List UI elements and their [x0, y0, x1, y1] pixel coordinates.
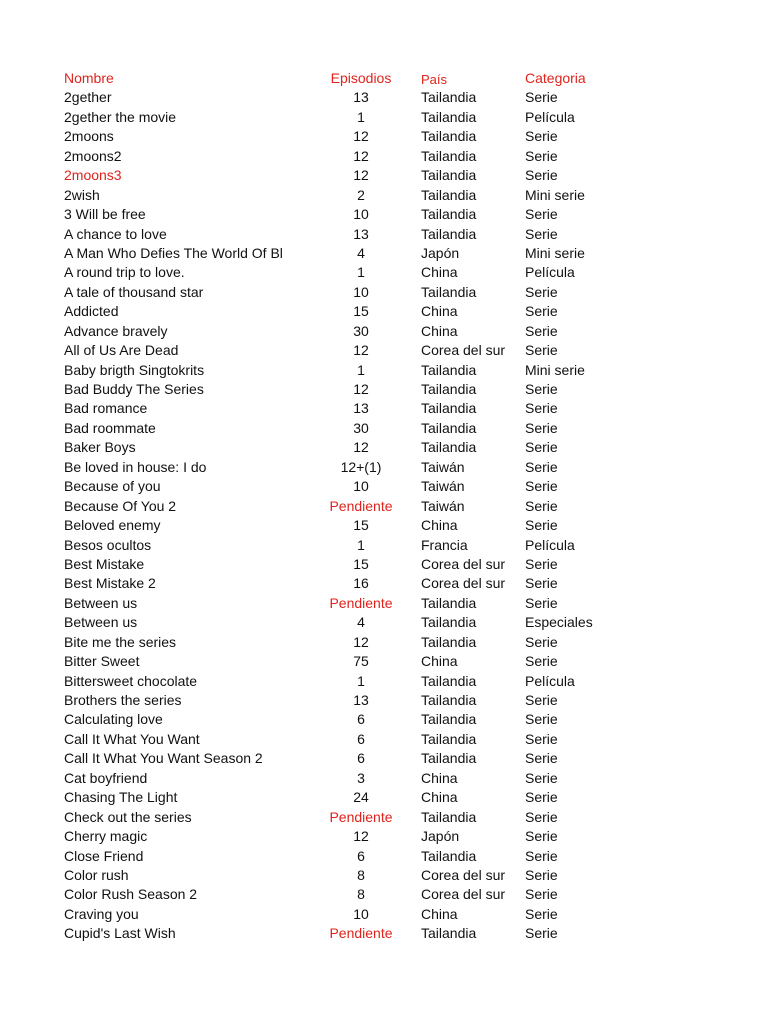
cell-nombre[interactable]: Addicted	[64, 303, 119, 320]
cell-pais[interactable]: Corea del sur	[421, 886, 506, 903]
cell-nombre[interactable]: Be loved in house: I do	[64, 458, 207, 475]
cell-nombre[interactable]: 2moons3	[64, 167, 122, 184]
cell-episodios[interactable]: 12	[353, 633, 369, 650]
cell-categoria[interactable]: Serie	[525, 206, 558, 223]
table-row	[64, 263, 724, 282]
cell-nombre[interactable]: Check out the series	[64, 808, 192, 825]
cell-categoria[interactable]: Serie	[525, 925, 558, 942]
cell-pais[interactable]: Tailandia	[421, 439, 477, 456]
cell-pais[interactable]: China	[421, 769, 458, 786]
table-row	[64, 691, 724, 710]
cell-pais[interactable]: Taiwán	[421, 497, 465, 514]
cell-nombre[interactable]: Because of you	[64, 478, 161, 495]
cell-pais[interactable]: Tailandia	[421, 186, 477, 203]
cell-nombre[interactable]: Best Mistake 2	[64, 575, 156, 592]
cell-pais[interactable]: China	[421, 322, 458, 339]
cell-episodios[interactable]: 12	[353, 439, 369, 456]
cell-nombre[interactable]: Calculating love	[64, 711, 163, 728]
cell-categoria[interactable]: Serie	[525, 711, 558, 728]
table-row	[64, 380, 724, 399]
cell-nombre[interactable]: Baby brigth Singtokrits	[64, 361, 205, 378]
cell-pais[interactable]: China	[421, 303, 458, 320]
table-row	[64, 555, 724, 574]
cell-episodios[interactable]: 10	[353, 283, 369, 300]
cell-pais[interactable]: Francia	[421, 536, 468, 553]
cell-episodios[interactable]: 4	[357, 244, 365, 261]
cell-nombre[interactable]: A Man Who Defies The World Of Bl	[64, 244, 283, 261]
cell-pais[interactable]: Corea del sur	[421, 866, 506, 883]
cell-categoria[interactable]: Mini serie	[525, 244, 585, 261]
cell-pais[interactable]: Corea del sur	[421, 575, 506, 592]
cell-pais[interactable]: China	[421, 653, 458, 670]
cell-pais[interactable]: Tailandia	[421, 925, 477, 942]
table-row	[64, 147, 724, 166]
cell-pais[interactable]: Tailandia	[421, 147, 477, 164]
cell-episodios[interactable]: 8	[357, 866, 365, 883]
cell-pais[interactable]: Tailandia	[421, 89, 477, 106]
cell-categoria[interactable]: Serie	[525, 886, 558, 903]
table-row	[64, 166, 724, 185]
cell-pais[interactable]: Tailandia	[421, 750, 477, 767]
cell-pais[interactable]: China	[421, 789, 458, 806]
cell-categoria[interactable]: Serie	[525, 575, 558, 592]
cell-nombre[interactable]: Bittersweet chocolate	[64, 672, 198, 689]
cell-categoria[interactable]: Película	[525, 108, 575, 125]
cell-episodios[interactable]: 15	[353, 517, 369, 534]
cell-nombre[interactable]: Because Of You 2	[64, 497, 177, 514]
cell-pais[interactable]: China	[421, 905, 458, 922]
cell-episodios[interactable]: 1	[357, 361, 365, 378]
cell-categoria[interactable]: Serie	[525, 458, 558, 475]
cell-episodios[interactable]: 8	[357, 886, 365, 903]
cell-episodios[interactable]: Pendiente	[329, 925, 393, 942]
cell-episodios[interactable]: 12	[353, 167, 369, 184]
cell-episodios[interactable]: 2	[357, 186, 365, 203]
header-categoria[interactable]: Categoria	[525, 70, 586, 86]
cell-categoria[interactable]: Serie	[525, 167, 558, 184]
table-row	[64, 613, 724, 632]
cell-episodios[interactable]: Pendiente	[329, 594, 393, 611]
cell-nombre[interactable]: Best Mistake	[64, 555, 145, 572]
cell-nombre[interactable]: Bitter Sweet	[64, 653, 140, 670]
header-nombre[interactable]: Nombre	[64, 70, 114, 86]
cell-nombre[interactable]: Bad romance	[64, 400, 148, 417]
cell-episodios[interactable]: 6	[357, 847, 365, 864]
table-row	[64, 497, 724, 516]
cell-nombre[interactable]: Bite me the series	[64, 633, 177, 650]
cell-episodios[interactable]: 13	[353, 89, 369, 106]
cell-categoria[interactable]: Serie	[525, 439, 558, 456]
table-row	[64, 749, 724, 768]
cell-nombre[interactable]: 2gether	[64, 89, 112, 106]
cell-episodios[interactable]: 12	[353, 828, 369, 845]
table-row	[64, 127, 724, 146]
cell-nombre[interactable]: 2moons	[64, 128, 114, 145]
cell-categoria[interactable]: Serie	[525, 400, 558, 417]
cell-pais[interactable]: Tailandia	[421, 419, 477, 436]
table-row	[64, 186, 724, 205]
table-row	[64, 283, 724, 302]
cell-episodios[interactable]: 3	[357, 769, 365, 786]
cell-nombre[interactable]: Beloved enemy	[64, 517, 161, 534]
cell-nombre[interactable]: Color Rush Season 2	[64, 886, 198, 903]
cell-episodios[interactable]: 6	[357, 750, 365, 767]
cell-categoria[interactable]: Serie	[525, 555, 558, 572]
cell-categoria[interactable]: Serie	[525, 478, 558, 495]
cell-nombre[interactable]: Besos ocultos	[64, 536, 152, 553]
table-row	[64, 516, 724, 535]
cell-nombre[interactable]: 2moons2	[64, 147, 122, 164]
cell-nombre[interactable]: Cat boyfriend	[64, 769, 148, 786]
cell-nombre[interactable]: 2wish	[64, 186, 100, 203]
table-row	[64, 574, 724, 593]
table-row	[64, 730, 724, 749]
cell-categoria[interactable]: Serie	[525, 322, 558, 339]
cell-categoria[interactable]: Mini serie	[525, 361, 585, 378]
cell-categoria[interactable]: Serie	[525, 808, 558, 825]
cell-categoria[interactable]: Serie	[525, 653, 558, 670]
table-row	[64, 88, 724, 107]
cell-pais[interactable]: Tailandia	[421, 711, 477, 728]
table-row	[64, 652, 724, 671]
cell-episodios[interactable]: 15	[353, 555, 369, 572]
cell-episodios[interactable]: 10	[353, 905, 369, 922]
table-row	[64, 808, 724, 827]
cell-episodios[interactable]: 1	[357, 536, 365, 553]
cell-pais[interactable]: China	[421, 517, 458, 534]
header-episodios[interactable]: Episodios	[330, 70, 392, 86]
cell-categoria[interactable]: Serie	[525, 905, 558, 922]
cell-categoria[interactable]: Película	[525, 672, 575, 689]
cell-pais[interactable]: Corea del sur	[421, 342, 506, 359]
cell-pais[interactable]: Tailandia	[421, 692, 477, 708]
cell-nombre[interactable]: Call It What You Want Season 2	[64, 750, 263, 767]
table-row	[64, 205, 724, 224]
cell-categoria[interactable]: Película	[525, 536, 575, 553]
table-row	[64, 885, 724, 904]
cell-nombre[interactable]: 3 Will be free	[64, 206, 146, 223]
cell-nombre[interactable]: Brothers the series	[64, 692, 182, 708]
cell-pais[interactable]: Tailandia	[421, 847, 477, 864]
cell-pais[interactable]: Tailandia	[421, 672, 477, 689]
table-row	[64, 788, 724, 807]
cell-episodios[interactable]: Pendiente	[329, 808, 393, 825]
table-row	[64, 399, 724, 418]
cell-categoria[interactable]: Serie	[525, 303, 558, 320]
cell-episodios[interactable]: 10	[353, 478, 369, 495]
cell-pais[interactable]: Corea del sur	[421, 555, 506, 572]
cell-episodios[interactable]: 10	[353, 206, 369, 223]
cell-episodios[interactable]: 16	[353, 575, 369, 592]
cell-categoria[interactable]: Serie	[525, 419, 558, 436]
cell-pais[interactable]: Tailandia	[421, 225, 477, 242]
cell-pais[interactable]: Tailandia	[421, 108, 477, 125]
cell-categoria[interactable]: Serie	[525, 692, 558, 708]
table-row	[64, 438, 724, 457]
cell-nombre[interactable]: Bad roommate	[64, 419, 156, 436]
cell-categoria[interactable]: Serie	[525, 147, 558, 164]
cell-episodios[interactable]: 1	[357, 672, 365, 689]
cell-nombre[interactable]: Cupid's Last Wish	[64, 925, 176, 942]
cell-categoria[interactable]: Serie	[525, 225, 558, 242]
table-row	[64, 477, 724, 496]
cell-episodios[interactable]: 13	[353, 400, 369, 417]
cell-categoria[interactable]: Serie	[525, 828, 558, 845]
cell-categoria[interactable]: Serie	[525, 789, 558, 806]
cell-categoria[interactable]: Especiales	[525, 614, 593, 631]
cell-categoria[interactable]: Serie	[525, 750, 558, 767]
cell-categoria[interactable]: Serie	[525, 730, 558, 747]
table-row	[64, 458, 724, 477]
cell-episodios[interactable]: 12+(1)	[340, 458, 382, 475]
cell-episodios[interactable]: 12	[353, 342, 369, 359]
cell-pais[interactable]: Tailandia	[421, 594, 477, 611]
cell-nombre[interactable]: A chance to love	[64, 225, 167, 242]
table-row	[64, 361, 724, 380]
table-row	[64, 536, 724, 555]
table-row	[64, 827, 724, 846]
cell-episodios[interactable]: 30	[353, 322, 369, 339]
cell-episodios[interactable]: 75	[353, 653, 369, 670]
cell-pais[interactable]: Japón	[421, 828, 460, 845]
table-row	[64, 341, 724, 360]
table-row	[64, 244, 724, 263]
cell-episodios[interactable]: 30	[353, 419, 369, 436]
cell-episodios[interactable]: 1	[357, 264, 365, 281]
cell-pais[interactable]: Tailandia	[421, 614, 477, 631]
table-row	[64, 710, 724, 729]
cell-pais[interactable]: Tailandia	[421, 128, 477, 145]
table-row	[64, 924, 724, 943]
cell-pais[interactable]: Tailandia	[421, 633, 477, 650]
cell-nombre[interactable]: Bad Buddy The Series	[64, 381, 204, 397]
cell-episodios[interactable]: 4	[357, 614, 365, 631]
cell-categoria[interactable]: Serie	[525, 497, 558, 514]
cell-categoria[interactable]: Serie	[525, 517, 558, 534]
cell-pais[interactable]: Tailandia	[421, 381, 477, 397]
cell-categoria[interactable]: Serie	[525, 769, 558, 786]
cell-pais[interactable]: Tailandia	[421, 730, 477, 747]
cell-episodios[interactable]: 24	[353, 789, 369, 806]
table-body	[64, 88, 724, 943]
header-row	[64, 69, 724, 88]
cell-nombre[interactable]: Baker Boys	[64, 439, 136, 456]
cell-nombre[interactable]: Color rush	[64, 866, 129, 883]
cell-categoria[interactable]: Mini serie	[525, 186, 585, 203]
cell-pais[interactable]: Tailandia	[421, 400, 477, 417]
cell-pais[interactable]: China	[421, 264, 458, 281]
table-row	[64, 633, 724, 652]
cell-nombre[interactable]: Between us	[64, 594, 138, 611]
cell-categoria[interactable]: Serie	[525, 128, 558, 145]
table-row	[64, 302, 724, 321]
cell-episodios[interactable]: 12	[353, 128, 369, 145]
table-row	[64, 322, 724, 341]
table-row	[64, 594, 724, 613]
cell-categoria[interactable]: Película	[525, 264, 575, 281]
cell-nombre[interactable]: All of Us Are Dead	[64, 342, 179, 359]
cell-pais[interactable]: Tailandia	[421, 283, 477, 300]
cell-episodios[interactable]: 13	[353, 692, 369, 708]
table-row	[64, 866, 724, 885]
cell-categoria[interactable]: Serie	[525, 342, 558, 359]
cell-nombre[interactable]: Between us	[64, 614, 138, 631]
table-row	[64, 672, 724, 691]
cell-episodios[interactable]: 15	[353, 303, 369, 320]
cell-nombre[interactable]: Advance bravely	[64, 322, 168, 339]
cell-pais[interactable]: Tailandia	[421, 361, 477, 378]
table-row	[64, 225, 724, 244]
cell-pais[interactable]: Tailandia	[421, 206, 477, 223]
cell-nombre[interactable]: 2gether the movie	[64, 108, 177, 125]
spreadsheet	[64, 69, 724, 944]
table-row	[64, 419, 724, 438]
cell-episodios[interactable]: 12	[353, 381, 369, 397]
cell-categoria[interactable]: Serie	[525, 594, 558, 611]
cell-pais[interactable]: Taiwán	[421, 458, 465, 475]
cell-nombre[interactable]: Cherry magic	[64, 828, 148, 845]
cell-episodios[interactable]: 6	[357, 730, 365, 747]
cell-categoria[interactable]: Serie	[525, 283, 558, 300]
cell-nombre[interactable]: A tale of thousand star	[64, 283, 204, 300]
cell-episodios[interactable]: Pendiente	[329, 497, 393, 514]
cell-categoria[interactable]: Serie	[525, 866, 558, 883]
cell-nombre[interactable]: Chasing The Light	[64, 789, 178, 806]
cell-nombre[interactable]: A round trip to love.	[64, 264, 185, 281]
cell-categoria[interactable]: Serie	[525, 847, 558, 864]
table-row	[64, 769, 724, 788]
cell-nombre[interactable]: Call It What You Want	[64, 730, 200, 747]
table-row	[64, 905, 724, 924]
cell-nombre[interactable]: Close Friend	[64, 847, 144, 864]
cell-episodios[interactable]: 12	[353, 147, 369, 164]
cell-episodios[interactable]: 13	[353, 225, 369, 242]
cell-pais[interactable]: Tailandia	[421, 167, 477, 184]
cell-nombre[interactable]: Craving you	[64, 905, 139, 922]
cell-categoria[interactable]: Serie	[525, 89, 558, 106]
cell-episodios[interactable]: 1	[357, 108, 365, 125]
cell-pais[interactable]: Taiwán	[421, 478, 465, 495]
cell-episodios[interactable]: 6	[357, 711, 365, 728]
table-row	[64, 847, 724, 866]
cell-pais[interactable]: Tailandia	[421, 808, 477, 825]
table-row	[64, 108, 724, 127]
cell-categoria[interactable]: Serie	[525, 381, 558, 397]
cell-categoria[interactable]: Serie	[525, 633, 558, 650]
header-pais[interactable]: País	[421, 72, 448, 87]
cell-pais[interactable]: Japón	[421, 244, 460, 261]
